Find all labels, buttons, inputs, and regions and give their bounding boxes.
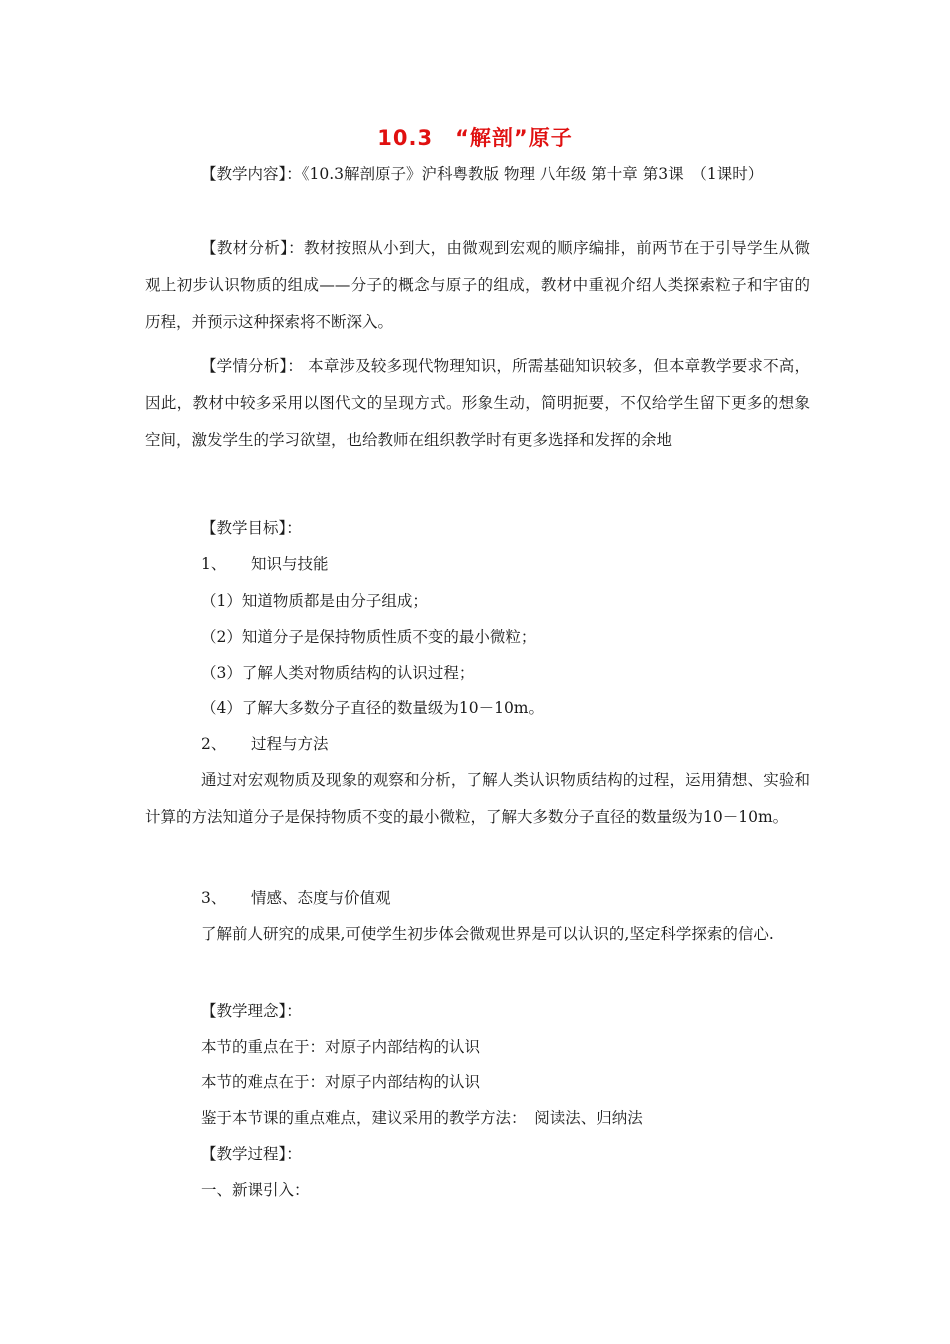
section-title: 知识与技能 xyxy=(251,555,329,573)
attitude-paragraph: 了解前人研究的成果,可使学生初步体会微观世界是可以认识的,坚定科学探索的信心. xyxy=(201,925,774,943)
document-title: 10.3 “解剖”原子 xyxy=(377,126,573,150)
textbook-analysis-paragraph xyxy=(145,230,810,341)
student-analysis-label: 【学情分析】： xyxy=(201,357,304,375)
student-analysis-text: 本章涉及较多现代物理知识，所需基础知识较多，但本章教学要求不高，因此，教材中较多采用以图代文的呈现方式。形象生动，简明扼要，不仅给学生留下更多的想象空间，激发学生的学习欲望，也给教师在组织教学时有更多选择和发挥的余地 xyxy=(145,357,810,449)
objective-item: （1）知道物质都是由分子组成； xyxy=(201,592,428,610)
teaching-content-label: 【教学内容】： xyxy=(201,165,302,183)
section-number: 1、 xyxy=(201,555,227,573)
section-number: 3、 xyxy=(201,889,227,907)
teaching-content-text: 《10.3解剖原子》沪科粤教版 物理 八年级 第十章 第3课 （1课时） xyxy=(301,165,764,183)
objective-item: （3）了解人类对物质结构的认识过程； xyxy=(201,664,475,682)
textbook-analysis-text: 教材按照从小到大，由微观到宏观的顺序编排，前两节在于引导学生从微观上初步认识物质的组成——分子的概念与原子的组成，教材中重视介绍人类探索粒子和宇宙的历程，并预示这种探索将不断深入。 xyxy=(145,239,810,331)
philosophy-line: 本节的重点在于：对原子内部结构的认识 xyxy=(201,1038,481,1056)
process-heading: 【教学过程】： xyxy=(201,1145,302,1163)
process-method-paragraph: 通过对宏观物质及现象的观察和分析，了解人类认识物质结构的过程，运用猜想、实验和计算的方法知道分子是保持物质不变的最小微粒，了解大多数分子直径的数量级为10－10m。 xyxy=(145,771,810,826)
objective-section-3 xyxy=(201,887,391,909)
objective-item: （2）知道分子是保持物质性质不变的最小微粒； xyxy=(201,628,537,646)
section-title: 情感、态度与价值观 xyxy=(251,889,391,907)
process-first-step: 一、新课引入： xyxy=(201,1181,310,1199)
teaching-content-paragraph xyxy=(145,156,810,193)
objective-section-2 xyxy=(201,733,329,755)
textbook-analysis-label: 【教材分析】： xyxy=(201,239,305,257)
objective-section-1 xyxy=(201,553,329,575)
objectives-heading: 【教学目标】： xyxy=(201,519,302,537)
philosophy-heading: 【教学理念】： xyxy=(201,1002,302,1020)
student-analysis-paragraph xyxy=(145,348,810,459)
section-number: 2、 xyxy=(201,735,227,753)
section-title: 过程与方法 xyxy=(251,735,329,753)
philosophy-line: 鉴于本节课的重点难点，建议采用的教学方法： 阅读法、归纳法 xyxy=(201,1109,643,1127)
objective-item: （4）了解大多数分子直径的数量级为10－10m。 xyxy=(201,699,545,717)
philosophy-line: 本节的难点在于：对原子内部结构的认识 xyxy=(201,1073,481,1091)
